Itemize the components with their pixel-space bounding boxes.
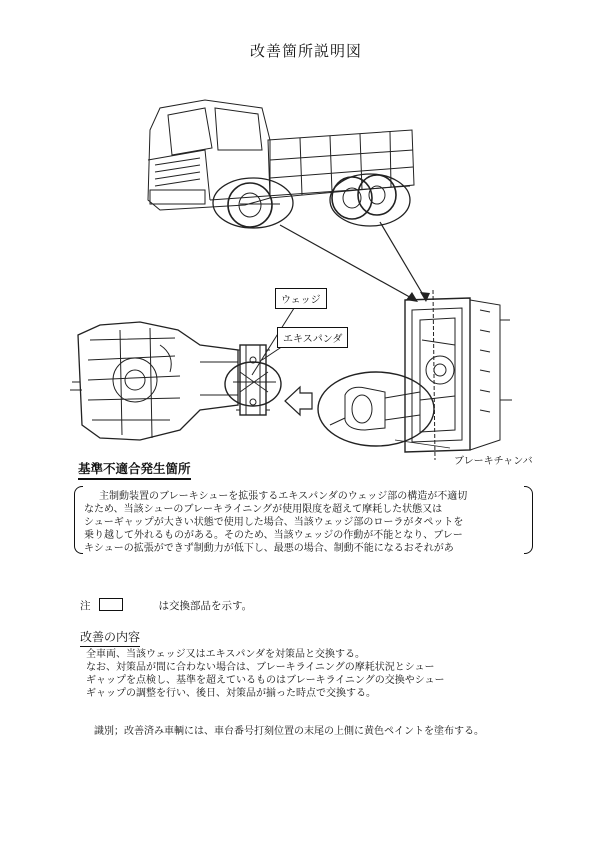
identification-note: 識別；改善済み車輌には、車台番号打刻位置の末尾の上側に黄色ペイントを塗布する。: [94, 726, 484, 737]
description-line: キシューの拡張ができず制動力が低下し、最悪の場合、制動不能になるおそれがあ: [84, 543, 454, 554]
note-suffix: は交換部品を示す。: [158, 600, 253, 612]
note-prefix: 注: [80, 600, 91, 612]
brake-assembly-illustration: [405, 290, 512, 460]
improvement-line: なお、対策品が間に合わない場合は、ブレーキライニングの摩耗状況とシュー: [86, 662, 435, 673]
defect-description: [84, 490, 524, 555]
brake-chamber-highlight: [318, 372, 434, 446]
description-line: 乗り越して外れるものがある。そのため、当該ウェッジの作動が不能となり、ブレー: [84, 530, 463, 541]
expander-label: エキスパンダ: [277, 327, 348, 348]
description-line: なため、当該シューのブレーキライニングが使用限度を超えて摩耗した状態又は: [84, 504, 443, 515]
improvement-body: [86, 648, 556, 700]
improvement-heading: 改善の内容: [80, 628, 140, 647]
direction-arrow: [285, 387, 312, 415]
replacement-part-legend-box: [99, 598, 123, 611]
brake-chamber-label: ブレーキチャンバ: [454, 456, 533, 467]
nonconformity-location-label: 基準不適合発生箇所: [78, 459, 191, 480]
description-line: 主制動装置のブレーキシューを拡張するエキスパンダのウェッジ部の構造が不適切: [99, 491, 468, 502]
truck-illustration: [148, 100, 414, 227]
description-bracket-left: [74, 486, 83, 554]
description-line: シューギャップが大きい状態で使用した場合、当該ウェッジ部のローラがタペットを: [84, 517, 464, 528]
improvement-line: 全車両、当該ウェッジ又はエキスパンダを対策品と交換する。: [86, 649, 365, 660]
expander-cross-section: [70, 322, 270, 440]
wedge-label: ウェッジ: [275, 288, 327, 309]
legend-note: [80, 598, 252, 613]
description-bracket-right: [524, 486, 533, 554]
brake-chamber-illustration: [330, 387, 420, 430]
improvement-line: ギャップを点検し、基準を超えているものはブレーキライニングの交換やシュー: [86, 675, 445, 686]
page-title: 改善箇所説明図: [249, 42, 362, 60]
improvement-line: ギャップの調整を行い、後日、対策品が揃った時点で交換する。: [86, 688, 376, 699]
